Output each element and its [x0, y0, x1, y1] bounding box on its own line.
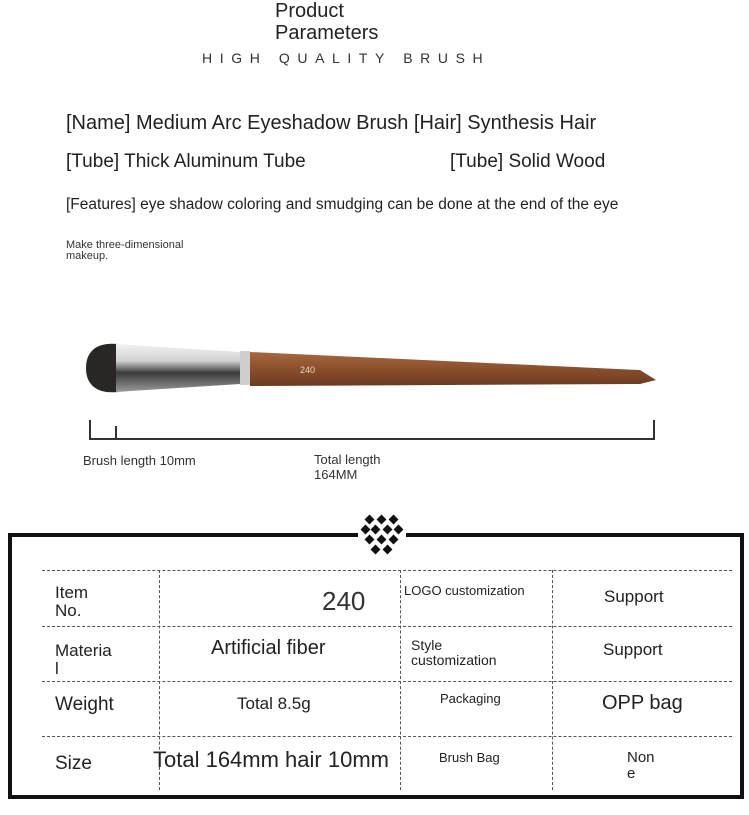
label-line-2: l: [55, 659, 59, 678]
value-line-2: e: [627, 765, 636, 782]
row-divider: [42, 681, 732, 682]
row-divider: [42, 626, 732, 627]
title-line-1: Product: [275, 0, 344, 22]
table-row-label: [55, 584, 88, 620]
row-divider: [42, 736, 732, 737]
label-line-2: No.: [55, 601, 82, 620]
spec-tube-metal: [Tube] Thick Aluminum Tube: [66, 151, 306, 172]
packaging-label: Packaging: [440, 691, 501, 706]
brush-bag-label: Brush Bag: [439, 750, 500, 765]
diamond-emblem-icon: [358, 512, 406, 560]
attr-line-2: customization: [411, 652, 497, 668]
style-customization-value: Support: [603, 640, 663, 659]
label-line-1: Materia: [55, 641, 112, 660]
total-length-line-1: Total length: [314, 452, 381, 467]
spec-note: [66, 240, 206, 262]
total-length-line-2: 164MM: [314, 467, 358, 482]
brush-hair: [86, 344, 118, 393]
row-divider: [42, 570, 732, 571]
brush-handle-text: 240: [300, 365, 316, 375]
spec-features: [Features] eye shadow coloring and smudging can be done at the end of the eye: [66, 196, 619, 213]
packaging-value: OPP bag: [602, 692, 683, 714]
dimension-bracket: [88, 418, 658, 444]
column-divider: [552, 570, 553, 790]
note-line-1: Make three-dimensional: [66, 239, 184, 251]
brush-ferrule-ring: [240, 351, 250, 385]
page-subtitle: HIGH QUALITY BRUSH: [202, 50, 491, 66]
logo-customization-value: Support: [604, 587, 664, 606]
style-customization-label: [411, 638, 497, 668]
item-number-value: 240: [322, 586, 366, 616]
spec-tube-wood: [Tube] Solid Wood: [450, 151, 606, 172]
logo-customization-label: LOGO customization: [404, 583, 525, 598]
weight-value: Total 8.5g: [237, 694, 311, 713]
brush-illustration: [80, 330, 670, 410]
note-line-2: makeup.: [66, 250, 109, 262]
label-line-1: Item: [55, 583, 89, 602]
total-length-label: [314, 452, 381, 482]
attr-line-1: Style: [411, 637, 443, 653]
brush-bag-value: [627, 750, 655, 782]
brush-length-label: Brush length 10mm: [83, 453, 196, 468]
brush-ferrule: [116, 344, 248, 392]
size-value: Total 164mm hair 10mm: [153, 747, 389, 772]
material-value: Artificial fiber: [211, 637, 326, 659]
column-divider: [400, 570, 401, 790]
table-row-label: [55, 642, 112, 678]
spec-name-hair: [Name] Medium Arc Eyeshadow Brush [Hair] Synthesis Hair: [66, 112, 597, 134]
page-title: [275, 0, 378, 44]
table-row-label: Weight: [55, 694, 114, 715]
table-row-label: Size: [55, 753, 92, 774]
title-line-2: Parameters: [275, 22, 379, 44]
value-line-1: Non: [627, 749, 655, 766]
